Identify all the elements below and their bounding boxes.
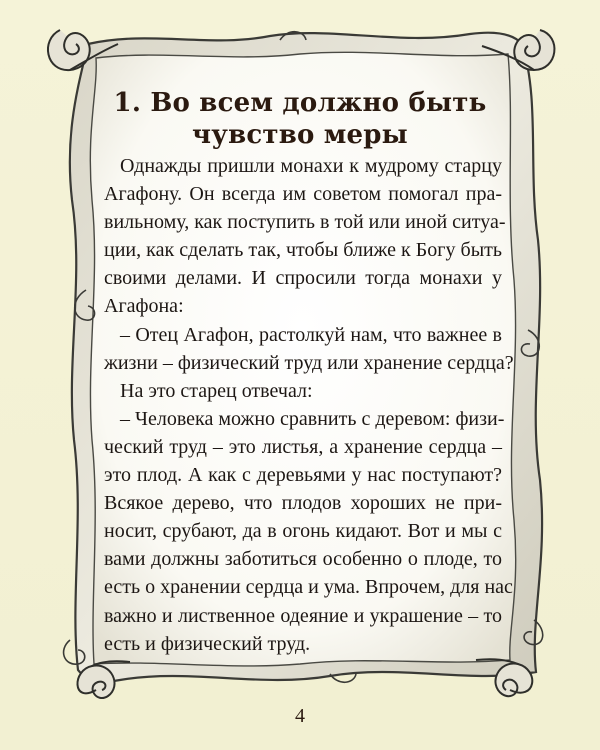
text-line: вильному, как поступить в той или иной ситуа- [104,211,506,234]
text-line: Агафона: [104,295,184,318]
text-line: Всякое дерево, что плодов хороших не при- [104,492,502,515]
paragraph-answer [104,405,513,658]
story-text [104,152,514,658]
text-line: есть и физический труд. [104,632,311,655]
paragraph-answer-intro [104,377,502,405]
page-number: 4 [295,705,305,727]
page-title [90,87,510,151]
text-line: На это старец отвечал: [120,379,313,402]
text-line: ческий труд – это листья, а хранение сердца – [104,435,502,458]
text-line: своими делами. И спросили тогда монахи у [104,267,502,290]
text-line: важно и лиственное одеяние и украшение – то [104,604,502,627]
paragraph-question [104,321,514,377]
text-line: Агафону. Он всегда им советом помогал пра- [104,183,502,206]
text-line: – Человека можно сравнить с деревом: физи- [120,407,505,430]
text-line: Однажды пришли монахи к мудрому старцу [120,155,502,177]
text-line: – Отец Агафон, растолкуй нам, что важнее в [120,323,502,346]
text-line: есть о хранении сердца и ума. Впрочем, для нас [104,576,513,599]
text-line: это плод. А как с деревьями у нас поступают? [104,464,502,487]
page-title-line-1: 1. Во всем должно быть [113,88,487,119]
paragraph-intro [104,152,506,321]
text-line: носит, срубают, да в огонь кидают. Вот и мы с [104,520,502,543]
text-line: вами должны заботиться особенно о плоде, то [104,548,502,571]
page-title-line-2: чувство меры [192,120,408,151]
text-line: жизни – физический труд или хранение сердца? [104,351,514,374]
text-line: ции, как сделать так, чтобы ближе к Богу быть [104,239,502,262]
